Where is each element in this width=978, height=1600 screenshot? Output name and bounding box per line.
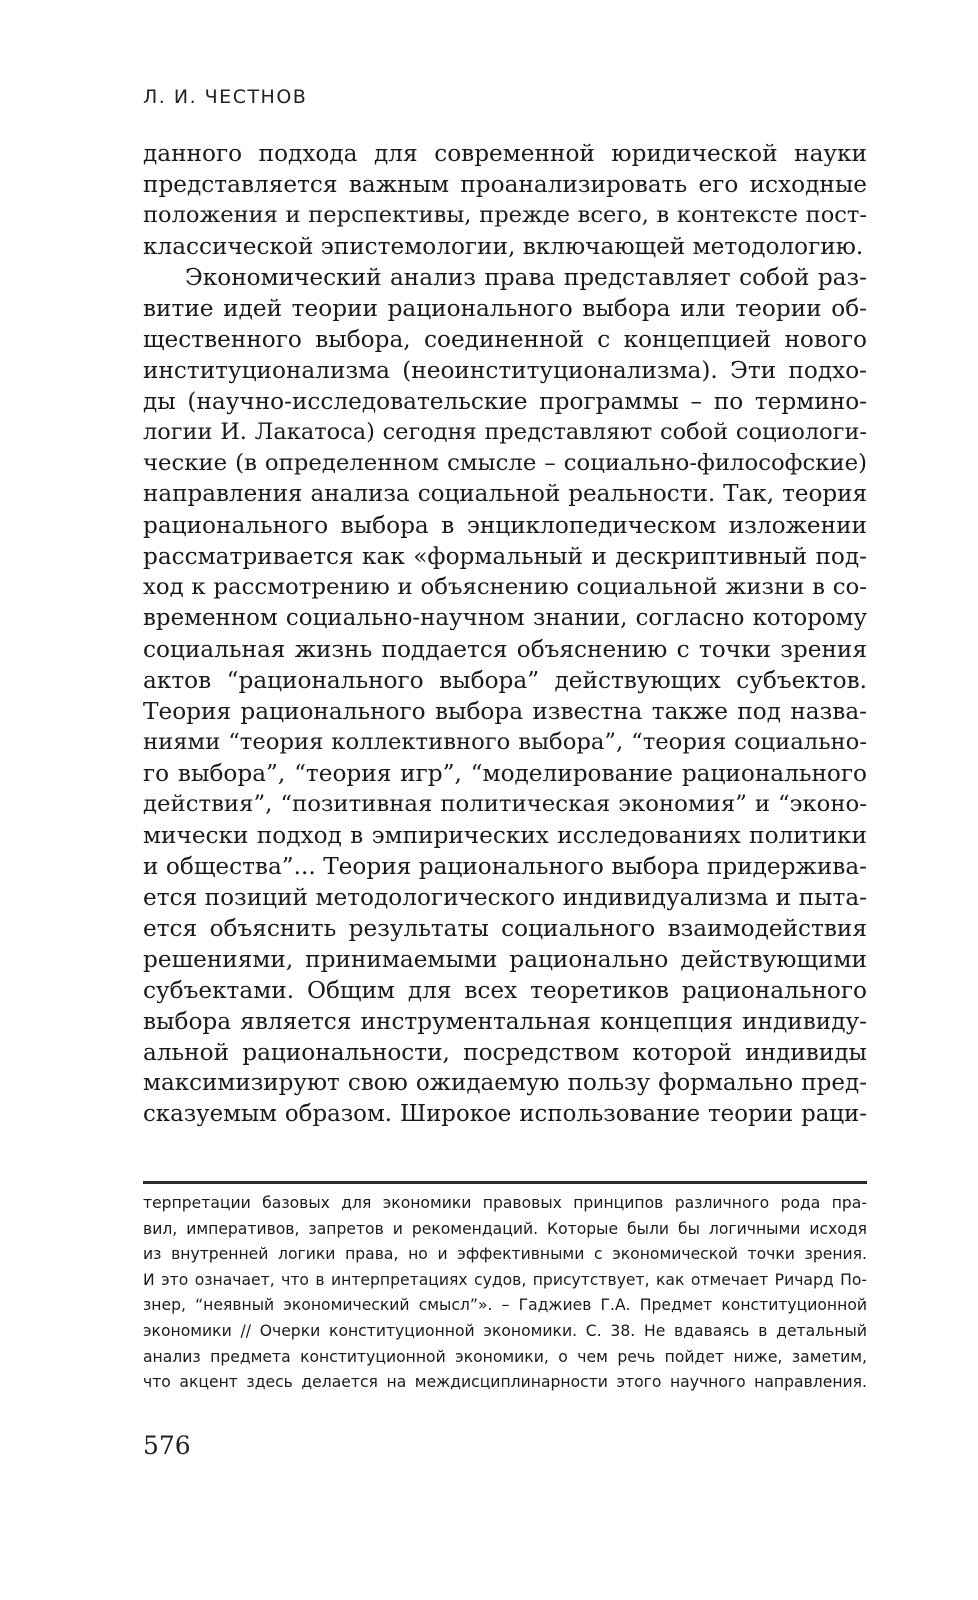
- footnote-line: вил, императивов, запретов и рекомендаций. Которые были бы логичными исходя: [143, 1219, 867, 1238]
- text-line: витие идей теории рационального выбора или теории об-: [143, 295, 867, 322]
- footnote-line: экономики // Очерки конституционной экономики. С. 38. Не вдаваясь в детальный: [143, 1321, 867, 1340]
- text-line: рассматривается как «формальный и дескриптивный под-: [143, 543, 867, 570]
- text-line: данного подхода для современной юридической науки: [143, 140, 867, 167]
- text-line: социальная жизнь поддается объяснению с точки зрения: [143, 636, 867, 663]
- text-line: решениями, принимаемыми рационально действующими: [143, 946, 867, 973]
- text-line: направления анализа социальной реальности. Так, теория: [143, 481, 867, 507]
- text-line: временном социально-научном знании, согласно которому: [143, 605, 867, 631]
- text-line: рационального выбора в энциклопедическом изложении: [143, 512, 867, 539]
- text-line: ниями “теория коллективного выбора”, “теория социально-: [143, 729, 867, 755]
- footnote-divider: [143, 1181, 867, 1184]
- text-line: ход к рассмотрению и объяснению социальной жизни в со-: [143, 574, 867, 600]
- footnote-line: И это означает, что в интерпретациях судов, присутствует, как отмечает Ричард По-: [143, 1270, 867, 1289]
- text-line: ется позиций методологического индивидуализма и пыта-: [143, 884, 867, 911]
- text-line: действия”, “позитивная политическая экономия” и “эконо-: [143, 791, 867, 817]
- text-line: го выбора”, “теория игр”, “моделирование рационального: [143, 760, 867, 787]
- footnote-block: [143, 1191, 867, 1396]
- text-line: субъектами. Общим для всех теоретиков рационального: [143, 977, 867, 1004]
- footnote-line: анализ предмета конституционной экономики, о чем речь пойдет ниже, заметим,: [143, 1347, 867, 1366]
- footnote-line: что акцент здесь делается на междисциплинарности этого научного направления.: [143, 1373, 867, 1392]
- text-line: институционализма (неоинституционализма). Эти подхо-: [143, 357, 867, 384]
- text-line: мически подход в эмпирических исследованиях политики: [143, 822, 867, 849]
- text-line: классической эпистемологии, включающей методологию.: [143, 233, 864, 260]
- text-line: актов “рационального выбора” действующих субъектов.: [143, 667, 867, 694]
- text-line: сказуемым образом. Широкое использование теории раци-: [143, 1101, 867, 1127]
- text-line: Экономический анализ права представляет собой раз-: [185, 264, 867, 291]
- text-line: ды (научно-исследовательские программы – по термино-: [143, 388, 867, 415]
- text-line: положения и перспективы, прежде всего, в контексте пост-: [143, 202, 867, 228]
- text-line: выбора является инструментальная концепция индивиду-: [143, 1008, 867, 1035]
- text-line: максимизируют свою ожидаемую пользу формально пред-: [143, 1070, 867, 1096]
- footnote-line: знер, “неявный экономический смысл”». – Гаджиев Г.А. Предмет конституционной: [143, 1296, 867, 1315]
- text-line: представляется важным проанализировать его исходные: [143, 171, 867, 198]
- running-head: Л. И. ЧЕСТНОВ: [143, 86, 308, 108]
- text-line: альной рациональности, посредством которой индивиды: [143, 1039, 867, 1066]
- text-line: щественного выбора, соединенной с концепцией нового: [143, 326, 867, 353]
- text-line: Теория рационального выбора известна также под назва-: [143, 698, 867, 725]
- page-number: 576: [143, 1431, 191, 1460]
- footnote-line: из внутренней логики права, но и эффективными с экономической точки зрения.: [143, 1245, 867, 1264]
- text-line: ется объяснить результаты социального взаимодействия: [143, 915, 867, 942]
- footnote-line: терпретации базовых для экономики правовых принципов различного рода пра-: [143, 1194, 867, 1212]
- text-line: логии И. Лакатоса) сегодня представляют собой социологи-: [143, 419, 867, 445]
- text-line: и общества”... Теория рационального выбора придержива-: [143, 853, 867, 880]
- text-line: ческие (в определенном смысле – социально-философские): [143, 450, 867, 476]
- main-text-block: [143, 138, 867, 1130]
